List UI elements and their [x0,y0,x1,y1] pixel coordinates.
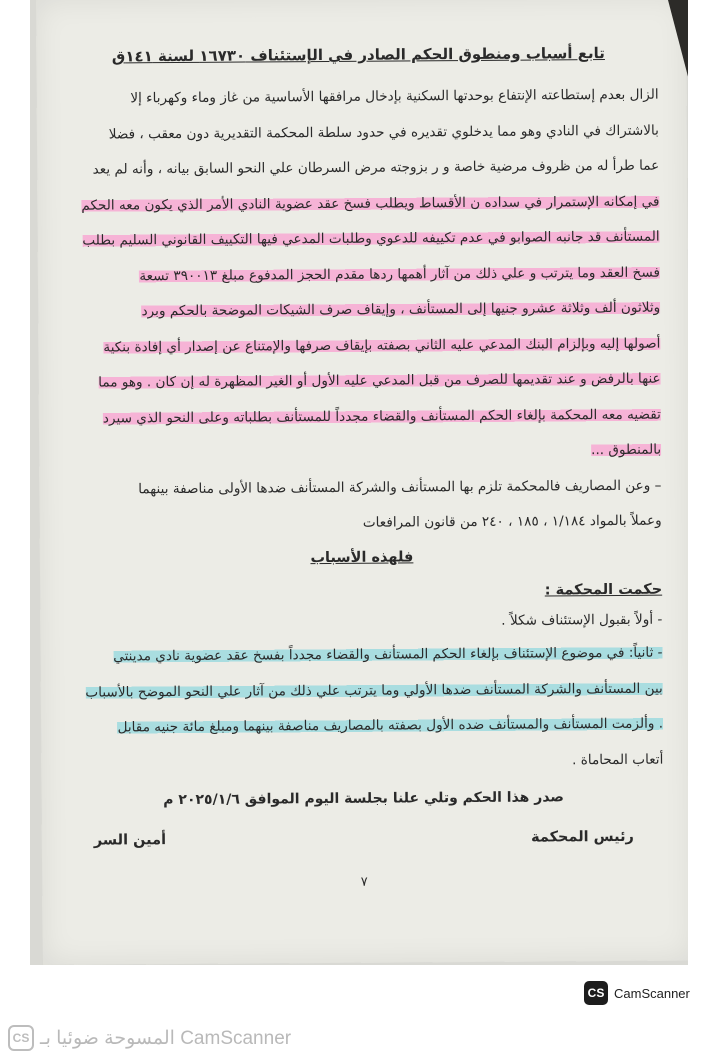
paragraph-line-text: عنها بالرفض و عند تقديمها للصرف من قبل المدعي عليه الأول أو الغير المظهرة له إن كان . وهو مما [98,370,661,391]
camscanner-badge [584,981,690,1005]
paper-sheet [36,0,688,965]
paragraph-line [61,439,661,465]
document-heading: تابع أسباب ومنطوق الحكم الصادر في الإستئناف ١٦٧٣٠ لسنة ١٤١ق [111,44,605,66]
paragraph-line [61,403,661,429]
paragraph-line-text: أصولها إليه وبإلزام البنك المدعي عليه الثاني بصفته بإيقاف صرفها والإمتناع عن إصدار أي إفادة بنكية [103,335,661,356]
paragraph-line [61,474,661,500]
ruling-line-text: أتعاب المحاماة . [571,751,664,768]
paragraph-line-text: تقضيه معه المحكمة بإلغاء الحكم المستأنف والقضاء مجدداً للمستأنف بطلباته وعلى النحو الذي سيرد [102,406,661,427]
issued-line: صدر هذا الحكم وتلي علنا بجلسة اليوم الموافق ٢٠٢٥/١/٦ م [163,788,564,808]
paragraph-line [59,155,659,181]
ruling-line [63,748,663,774]
ruling-second [63,642,664,775]
paragraph-line [60,261,660,287]
camscanner-badge-text: CamScanner [614,985,690,1001]
reasons-paragraph [59,84,662,536]
ruling-line [63,713,663,739]
court-president: رئيس المحكمة [531,828,634,846]
paragraph-line [60,297,660,323]
paragraph-line-text: وثلاثون ألف وثلاثة عشرو جنيها إلى المستأنف ، وإيقاف صرف الشيكات الموضحة بالحكم وبرد [141,299,661,320]
paragraph-line [62,510,662,536]
paragraph-line-text: المستأنف قد جانبه الصوابو في عدم تكييفه للدعوي وطلبات المدعي فيها التكييف القانوني السليم بطلب [82,228,660,249]
paragraph-line-text: الزال بعدم إستطاعته الإنتفاع بوحدتها السكنية بإدخال مرافقها الأساسية من غاز وماء وكهرباء إلا [130,86,659,107]
paragraph-line [60,332,660,358]
ruling-first: - أولاً بقبول الإستئناف شكلاً . [501,611,663,629]
camscanner-logo-icon: CS [584,981,608,1005]
paragraph-line-text: بالمنطوق ... [591,441,662,459]
ruling-line [63,677,663,703]
paragraph-line-text: بالاشتراك في النادي وهو مما يدخلوي تقديره في حدود سلطة المحكمة التقديرية دون معقب ، فضلا [108,122,659,142]
ruling-line [63,642,663,668]
reasons-heading: فلهذه الأسباب [310,549,414,567]
paragraph-line [59,119,659,145]
ruling-line-text: بين المستأنف والشركة المستأنف ضدها الأولي وما يترتب علي ذلك من آثار علي النحو الموضح بالأسباب [85,680,663,701]
paragraph-line [59,84,659,110]
camscanner-watermark-text: المسوحة ضوئيا بـ CamScanner [40,1027,292,1049]
paragraph-line-text: وعملاً بالمواد ١/١٨٤ ، ١٨٥ ، ٢٤٠ من قانون المرافعات [362,512,662,531]
ruling-line-text: . وألزمت المستأنف والمستأنف ضده الأول بصفته بالمصاريف مناصفة بينهما ومبلغ مائة جنيه مقابل [117,715,664,736]
paragraph-line-text: عما طرأ له من ظروف مرضية خاصة و ر بزوجته مرض السرطان علي النحو السابق بيانه ، وأنه لم يعد [92,157,660,178]
signatures [64,828,664,848]
court-ruled-label: حكمت المحكمة : [544,581,663,599]
document-body [58,36,664,892]
paragraph-line-text: في إمكانه الإستمرار في سداده ن الأقساط ويطلب فسخ عقد عضوية النادي الأمر الذي يكون معه الحكم [81,193,660,214]
ruling-line-text: - ثانياً: في موضوع الإستئناف بإلغاء الحكم المستأنف والقضاء مجدداً بفسخ عقد عضوية نادي مدينتي [113,644,663,665]
court-secretary: أمين السر [93,831,167,849]
paragraph-line-text: فسخ العقد وما يترتب و علي ذلك من آثار أهمها ردها مقدم الحجز المدفوع مبلغ ٣٩٠٠١٣ تسعة [139,264,660,284]
background-corner [668,0,688,230]
paragraph-line-text: – وعن المصاريف فالمحكمة تلزم بها المستأنف والشركة المستأنف ضدها الأولى مناصفة بينهما [138,477,662,497]
paragraph-line [59,190,659,216]
paragraph-line [60,226,660,252]
page-number: ٧ [360,874,368,890]
camscanner-watermark [8,1025,291,1051]
camscanner-watermark-icon: CS [8,1025,34,1051]
paragraph-line [61,368,661,394]
document-photo [30,0,688,965]
